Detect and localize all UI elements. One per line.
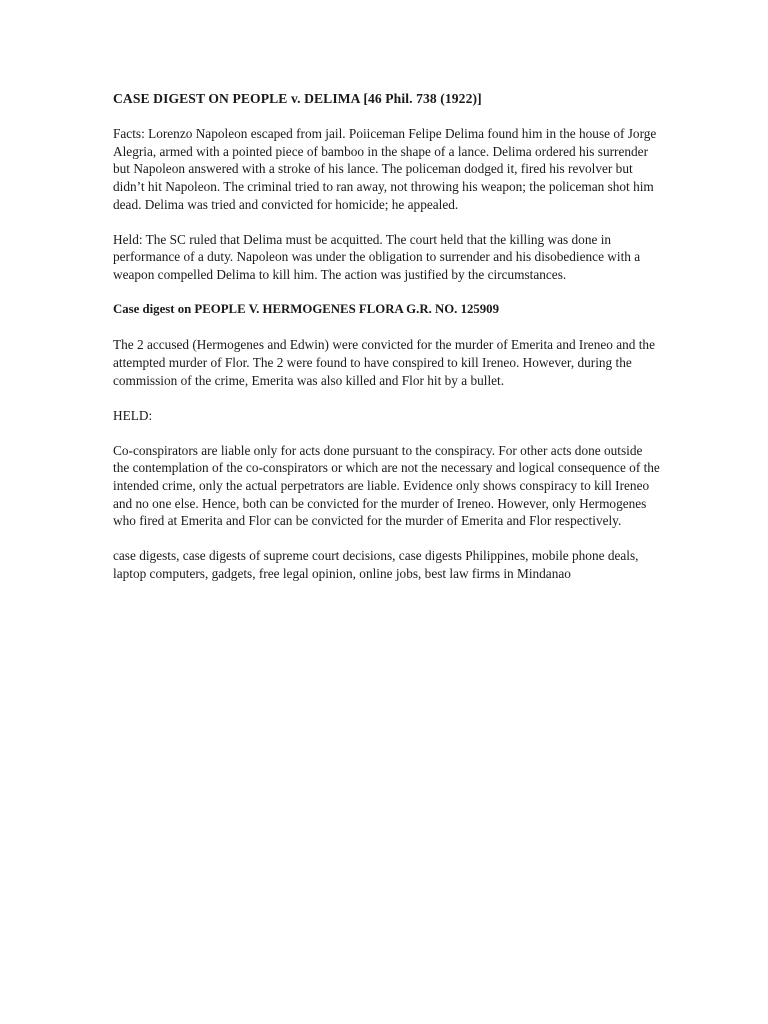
case1-facts: Facts: Lorenzo Napoleon escaped from jail. Poiiceman Felipe Delima found him in the house of Jorge Alegria, armed with a pointed piece of bamboo in the shape of a lance. Delima ordered his surrender but Napoleon answered with a stroke of his lance. The policeman dodged it, fired his revolver but didn’t hit Napoleon. The criminal tried to ran away, not throwing his weapon; the policeman shot him dead. Delima was tried and convicted for homicide; he appealed. — [113, 126, 657, 212]
case2-facts: The 2 accused (Hermogenes and Edwin) were convicted for the murder of Emerita and Ireneo and the attempted murder of Flor. The 2 were found to have conspired to kill Ireneo. However, during the commission of the crime, Emerita was also killed and Flor hit by a bullet. — [113, 337, 655, 388]
case2-heading-lead: Case digest on — [113, 302, 195, 317]
keywords-paragraph: case digests, case digests of supreme court decisions, case digests Philippines, mobile phone deals, laptop computers, gadgets, free legal opinion, online jobs, best law firms in Mindanao — [113, 548, 639, 582]
case2-heading — [113, 301, 661, 319]
case2-heading-title: PEOPLE V. HERMOGENES FLORA G.R. NO. 125909 — [194, 302, 499, 317]
case1-held: Held: The SC ruled that Delima must be acquitted. The court held that the killing was done in performance of a duty. Napoleon was under the obligation to surrender and his disobedience with a weapon compelled Delima to kill him. The action was justified by the circumstances. — [113, 231, 641, 282]
case2-held: Co-conspirators are liable only for acts done pursuant to the conspiracy. For other acts done outside the contemplation of the co-conspirators or which are not the necessary and logical consequence of the intended crime, only the actual perpetrators are liable. Evidence only shows conspiracy to kill Ireneo and no one else. Hence, both can be convicted for the murder of Ireneo. However, only Hermogenes who fired at Emerita and Flor can be convicted for the murder of Emerita and Flor respectively. — [113, 442, 660, 529]
case1-heading: CASE DIGEST ON PEOPLE v. DELIMA [46 Phil. 738 (1922)] — [113, 91, 482, 106]
case2-held-label: HELD: — [113, 407, 153, 423]
document-page — [113, 90, 661, 600]
